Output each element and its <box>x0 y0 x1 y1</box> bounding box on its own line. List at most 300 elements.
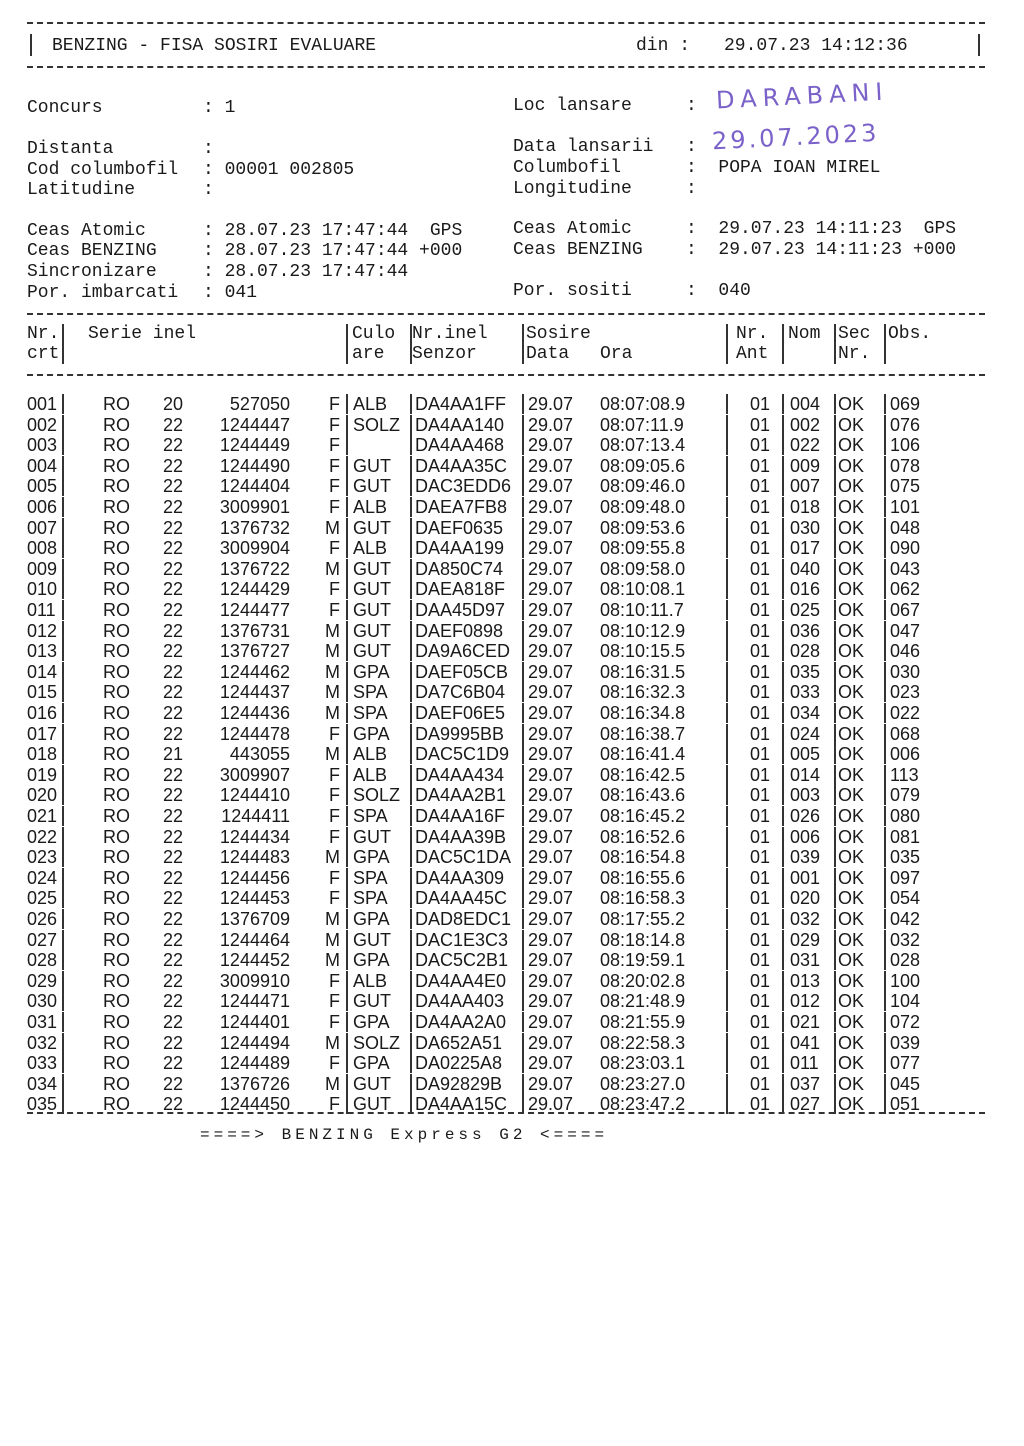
nr-ant: 01 <box>750 517 771 538</box>
column-divider <box>62 324 64 364</box>
col-crt: crt <box>27 344 60 364</box>
label: Longitudine <box>513 179 632 199</box>
column-divider <box>522 930 524 950</box>
column-divider <box>782 435 784 455</box>
value: : 041 <box>203 283 258 303</box>
row-nr: 002 <box>27 414 58 435</box>
value: : 28.07.23 17:47:44 +000 <box>203 241 463 261</box>
table-row <box>0 1053 1024 1073</box>
sensor-id: DA4AA45C <box>415 888 508 909</box>
nr-ant: 01 <box>750 785 771 806</box>
color: GUT <box>353 1094 391 1115</box>
color: GPA <box>353 950 390 971</box>
obs: 048 <box>890 517 921 538</box>
column-divider <box>782 476 784 496</box>
obs: 080 <box>890 806 921 826</box>
divider <box>27 374 985 376</box>
obs: 051 <box>890 1094 921 1115</box>
row-nr: 010 <box>27 579 58 600</box>
column-divider <box>410 806 412 826</box>
column-divider <box>62 991 64 1011</box>
color: ALB <box>353 764 388 785</box>
arrival-time: 08:10:11.7 <box>600 600 684 620</box>
sec-status: OK <box>838 394 865 414</box>
rank-nom: 036 <box>790 620 821 641</box>
column-divider <box>62 1074 64 1094</box>
country: RO <box>103 1032 130 1053</box>
column-divider <box>884 971 886 991</box>
sec-status: OK <box>838 929 865 950</box>
column-divider <box>782 868 784 888</box>
column-divider <box>522 579 524 599</box>
country: RO <box>103 435 130 456</box>
row-nr: 031 <box>27 1012 58 1032</box>
arrival-date: 29.07 <box>528 455 574 476</box>
column-divider <box>346 415 348 435</box>
year: 22 <box>163 929 184 950</box>
arrival-date: 29.07 <box>528 661 574 682</box>
divider <box>30 34 32 56</box>
column-divider <box>884 703 886 723</box>
sensor-id: DAEA7FB8 <box>415 497 508 517</box>
column-divider <box>884 415 886 435</box>
column-divider <box>834 847 836 867</box>
rank-nom: 041 <box>790 1032 821 1053</box>
ring-number: 1244429 <box>219 579 290 600</box>
sec-status: OK <box>838 1012 865 1032</box>
nr-ant: 01 <box>750 538 771 559</box>
sec-status: OK <box>838 950 865 971</box>
column-divider <box>782 909 784 929</box>
column-divider <box>522 888 524 908</box>
column-divider <box>62 1012 64 1032</box>
column-divider <box>726 518 728 538</box>
sensor-id: DA4AA434 <box>415 764 505 785</box>
arrival-date: 29.07 <box>528 538 574 559</box>
column-divider <box>410 682 412 702</box>
row-nr: 025 <box>27 888 58 909</box>
column-divider <box>726 1053 728 1073</box>
color: SOLZ <box>353 785 401 806</box>
column-divider <box>522 394 524 414</box>
arrival-time: 08:09:46.0 <box>600 476 686 497</box>
column-divider <box>346 456 348 476</box>
nr-ant: 01 <box>750 929 771 950</box>
column-divider <box>522 415 524 435</box>
value: : 29.07.23 14:11:23 +000 <box>686 240 957 260</box>
arrival-time: 08:23:47.2 <box>600 1094 686 1115</box>
arrival-time: 08:07:11.9 <box>600 414 684 435</box>
column-divider <box>726 641 728 661</box>
obs: 023 <box>890 682 921 703</box>
table-row <box>0 971 1024 991</box>
column-divider <box>410 476 412 496</box>
value: : POPA IOAN MIREL <box>686 158 881 178</box>
sensor-id: DAC3EDD6 <box>415 476 512 497</box>
rank-nom: 033 <box>790 682 821 703</box>
column-divider <box>410 703 412 723</box>
rank-nom: 039 <box>790 847 821 868</box>
obs: 106 <box>890 435 921 456</box>
column-divider <box>834 682 836 702</box>
sec-status: OK <box>838 703 865 723</box>
ring-number: 1244410 <box>219 785 290 806</box>
sensor-id: DAC1E3C3 <box>415 929 509 950</box>
arrival-date: 29.07 <box>528 641 574 662</box>
row-nr: 022 <box>27 826 58 847</box>
country: RO <box>103 703 130 723</box>
column-divider <box>726 806 728 826</box>
column-divider <box>726 682 728 702</box>
column-divider <box>346 868 348 888</box>
sec-status: OK <box>838 806 865 826</box>
column-divider <box>346 950 348 970</box>
column-divider <box>726 765 728 785</box>
obs: 022 <box>890 703 921 723</box>
row-nr: 029 <box>27 970 58 991</box>
column-divider <box>346 641 348 661</box>
country: RO <box>103 991 130 1012</box>
column-divider <box>726 600 728 620</box>
year: 22 <box>163 785 184 806</box>
year: 20 <box>163 394 184 414</box>
column-divider <box>884 724 886 744</box>
column-divider <box>346 888 348 908</box>
sensor-id: DAC5C1D9 <box>415 744 510 765</box>
value: : 28.07.23 17:47:44 GPS <box>203 221 463 241</box>
color: GPA <box>353 1012 390 1032</box>
column-divider <box>410 324 412 364</box>
table-row <box>0 497 1024 517</box>
sex: F <box>329 497 340 517</box>
color: GUT <box>353 517 391 538</box>
nr-ant: 01 <box>750 394 771 414</box>
row-nr: 024 <box>27 867 58 888</box>
column-divider <box>62 785 64 805</box>
column-divider <box>726 868 728 888</box>
sensor-id: DA4AA199 <box>415 538 505 559</box>
sex: F <box>329 1012 340 1032</box>
arrival-date: 29.07 <box>528 476 574 497</box>
column-divider <box>782 991 784 1011</box>
country: RO <box>103 476 130 497</box>
nr-ant: 01 <box>750 764 771 785</box>
column-divider <box>410 765 412 785</box>
sec-status: OK <box>838 1094 865 1115</box>
arrival-time: 08:10:12.9 <box>600 620 686 641</box>
ring-number: 1244447 <box>219 414 290 435</box>
rank-nom: 007 <box>790 476 821 497</box>
table-row <box>0 868 1024 888</box>
col-nr-inel: Nr.inel <box>412 324 488 344</box>
country: RO <box>103 970 130 991</box>
table-row <box>0 827 1024 847</box>
year: 21 <box>163 744 184 765</box>
column-divider <box>782 950 784 970</box>
value: : 00001 002805 <box>203 160 355 180</box>
column-divider <box>410 456 412 476</box>
column-divider <box>884 744 886 764</box>
column-divider <box>726 456 728 476</box>
arrival-time: 08:09:53.6 <box>600 517 686 538</box>
obs: 104 <box>890 991 921 1012</box>
nr-ant: 01 <box>750 723 771 744</box>
nr-ant: 01 <box>750 455 771 476</box>
nr-ant: 01 <box>750 600 771 620</box>
label: Por. sositi <box>513 281 632 301</box>
column-divider <box>726 559 728 579</box>
ring-number: 3009907 <box>219 764 290 785</box>
obs: 081 <box>890 826 921 847</box>
column-divider <box>782 888 784 908</box>
sex: M <box>325 1032 340 1053</box>
color: GUT <box>353 826 391 847</box>
table-row <box>0 744 1024 764</box>
year: 22 <box>163 703 184 723</box>
sex: M <box>325 517 340 538</box>
column-divider <box>726 497 728 517</box>
arrival-time: 08:18:14.8 <box>600 929 686 950</box>
arrival-time: 08:23:27.0 <box>600 1073 686 1094</box>
row-nr: 016 <box>27 703 58 723</box>
column-divider <box>782 559 784 579</box>
column-divider <box>410 497 412 517</box>
sensor-id: DA9995BB <box>415 723 505 744</box>
arrival-date: 29.07 <box>528 497 574 517</box>
sex: F <box>329 476 340 497</box>
column-divider <box>62 703 64 723</box>
arrival-date: 29.07 <box>528 909 574 929</box>
year: 22 <box>163 1032 184 1053</box>
rank-nom: 026 <box>790 806 821 826</box>
arrival-time: 08:09:48.0 <box>600 497 686 517</box>
sensor-id: DAC5C2B1 <box>415 950 509 971</box>
column-divider <box>884 827 886 847</box>
column-divider <box>782 806 784 826</box>
column-divider <box>782 662 784 682</box>
column-divider <box>62 682 64 702</box>
arrival-date: 29.07 <box>528 867 574 888</box>
arrival-time: 08:22:58.3 <box>600 1032 686 1053</box>
ring-number: 1244494 <box>219 1032 290 1053</box>
color: GPA <box>353 723 390 744</box>
column-divider <box>726 950 728 970</box>
year: 22 <box>163 991 184 1012</box>
sensor-id: DA4AA403 <box>415 991 505 1012</box>
country: RO <box>103 517 130 538</box>
column-divider <box>726 662 728 682</box>
color: ALB <box>353 538 388 559</box>
ring-number: 1244449 <box>219 435 290 456</box>
ring-number: 443055 <box>229 744 290 765</box>
year: 22 <box>163 764 184 785</box>
column-divider <box>62 930 64 950</box>
sex: M <box>325 682 340 703</box>
column-divider <box>782 600 784 620</box>
ring-number: 1244434 <box>219 826 290 847</box>
column-divider <box>834 621 836 641</box>
column-divider <box>62 476 64 496</box>
sensor-id: DA850C74 <box>415 558 504 579</box>
table-row <box>0 724 1024 744</box>
column-divider <box>62 662 64 682</box>
country: RO <box>103 600 130 620</box>
column-divider <box>522 827 524 847</box>
column-divider <box>522 806 524 826</box>
col-culoare: are <box>352 344 385 364</box>
row-nr: 032 <box>27 1032 58 1053</box>
arrival-time: 08:16:32.3 <box>600 682 686 703</box>
column-divider <box>782 847 784 867</box>
column-divider <box>62 600 64 620</box>
nr-ant: 01 <box>750 970 771 991</box>
country: RO <box>103 394 130 414</box>
year: 22 <box>163 867 184 888</box>
row-nr: 028 <box>27 950 58 971</box>
sec-status: OK <box>838 600 865 620</box>
column-divider <box>522 847 524 867</box>
color: SPA <box>353 867 388 888</box>
row-nr: 007 <box>27 517 58 538</box>
column-divider <box>726 1033 728 1053</box>
country: RO <box>103 785 130 806</box>
rank-nom: 004 <box>790 394 821 414</box>
column-divider <box>884 518 886 538</box>
year: 22 <box>163 600 184 620</box>
column-divider <box>782 1033 784 1053</box>
rank-nom: 030 <box>790 517 821 538</box>
year: 22 <box>163 888 184 909</box>
column-divider <box>884 806 886 826</box>
obs: 028 <box>890 950 921 971</box>
arrival-time: 08:19:59.1 <box>600 950 686 971</box>
column-divider <box>522 324 524 364</box>
nr-ant: 01 <box>750 744 771 765</box>
table-row <box>0 662 1024 682</box>
color: ALB <box>353 744 388 765</box>
label: Sincronizare <box>27 262 157 282</box>
rank-nom: 001 <box>790 867 821 888</box>
column-divider <box>62 724 64 744</box>
column-divider <box>834 435 836 455</box>
table-row <box>0 394 1024 414</box>
obs: 075 <box>890 476 921 497</box>
divider <box>27 66 985 68</box>
column-divider <box>726 435 728 455</box>
sex: F <box>329 600 340 620</box>
arrival-time: 08:09:55.8 <box>600 538 686 559</box>
column-divider <box>834 765 836 785</box>
arrival-date: 29.07 <box>528 600 574 620</box>
rank-nom: 009 <box>790 455 821 476</box>
sensor-id: DAEF05CB <box>415 661 509 682</box>
column-divider <box>410 559 412 579</box>
rank-nom: 025 <box>790 600 821 620</box>
column-divider <box>346 538 348 558</box>
column-divider <box>726 909 728 929</box>
rank-nom: 003 <box>790 785 821 806</box>
column-divider <box>346 324 348 364</box>
column-divider <box>410 785 412 805</box>
country: RO <box>103 764 130 785</box>
column-divider <box>834 909 836 929</box>
table-row <box>0 1074 1024 1094</box>
column-divider <box>346 518 348 538</box>
column-divider <box>522 538 524 558</box>
column-divider <box>62 1033 64 1053</box>
obs: 079 <box>890 785 921 806</box>
sensor-id: DAEF0635 <box>415 517 504 538</box>
column-divider <box>834 476 836 496</box>
col-nr-ant: Nr. <box>736 324 769 344</box>
row-nr: 012 <box>27 620 58 641</box>
table-row <box>0 476 1024 496</box>
column-divider <box>522 682 524 702</box>
column-divider <box>834 827 836 847</box>
row-nr: 035 <box>27 1094 58 1115</box>
year: 22 <box>163 517 184 538</box>
country: RO <box>103 909 130 929</box>
row-nr: 009 <box>27 558 58 579</box>
year: 22 <box>163 806 184 826</box>
ring-number: 1376732 <box>219 517 290 538</box>
sex: M <box>325 929 340 950</box>
column-divider <box>522 971 524 991</box>
column-divider <box>782 1053 784 1073</box>
row-nr: 005 <box>27 476 58 497</box>
column-divider <box>346 991 348 1011</box>
column-divider <box>782 971 784 991</box>
column-divider <box>726 1012 728 1032</box>
column-divider <box>884 621 886 641</box>
table-row <box>0 909 1024 929</box>
value: : 28.07.23 17:47:44 <box>203 262 409 282</box>
col-sosire: Sosire <box>526 324 591 344</box>
ring-number: 3009904 <box>219 538 290 559</box>
sex: F <box>329 764 340 785</box>
column-divider <box>62 765 64 785</box>
column-divider <box>62 538 64 558</box>
year: 22 <box>163 620 184 641</box>
column-divider <box>834 662 836 682</box>
table-row <box>0 621 1024 641</box>
row-nr: 014 <box>27 661 58 682</box>
row-nr: 011 <box>27 600 56 620</box>
column-divider <box>346 806 348 826</box>
table-row <box>0 559 1024 579</box>
column-divider <box>834 950 836 970</box>
column-divider <box>884 1012 886 1032</box>
sex: M <box>325 847 340 868</box>
nr-ant: 01 <box>750 682 771 703</box>
arrival-time: 08:17:55.2 <box>600 909 686 929</box>
rank-nom: 006 <box>790 826 821 847</box>
footer-brand: ====> BENZING Express G2 <==== <box>200 1126 609 1144</box>
sensor-id: DAEF06E5 <box>415 703 506 723</box>
year: 22 <box>163 723 184 744</box>
obs: 047 <box>890 620 921 641</box>
rank-nom: 034 <box>790 703 821 723</box>
sensor-id: DA0225A8 <box>415 1053 503 1074</box>
ring-number: 1244477 <box>219 600 290 620</box>
sex: F <box>329 579 340 600</box>
sex: M <box>325 744 340 765</box>
column-divider <box>522 600 524 620</box>
row-nr: 021 <box>27 806 58 826</box>
column-divider <box>782 579 784 599</box>
sensor-id: DA4AA15C <box>415 1094 508 1115</box>
arrival-date: 29.07 <box>528 1053 574 1074</box>
